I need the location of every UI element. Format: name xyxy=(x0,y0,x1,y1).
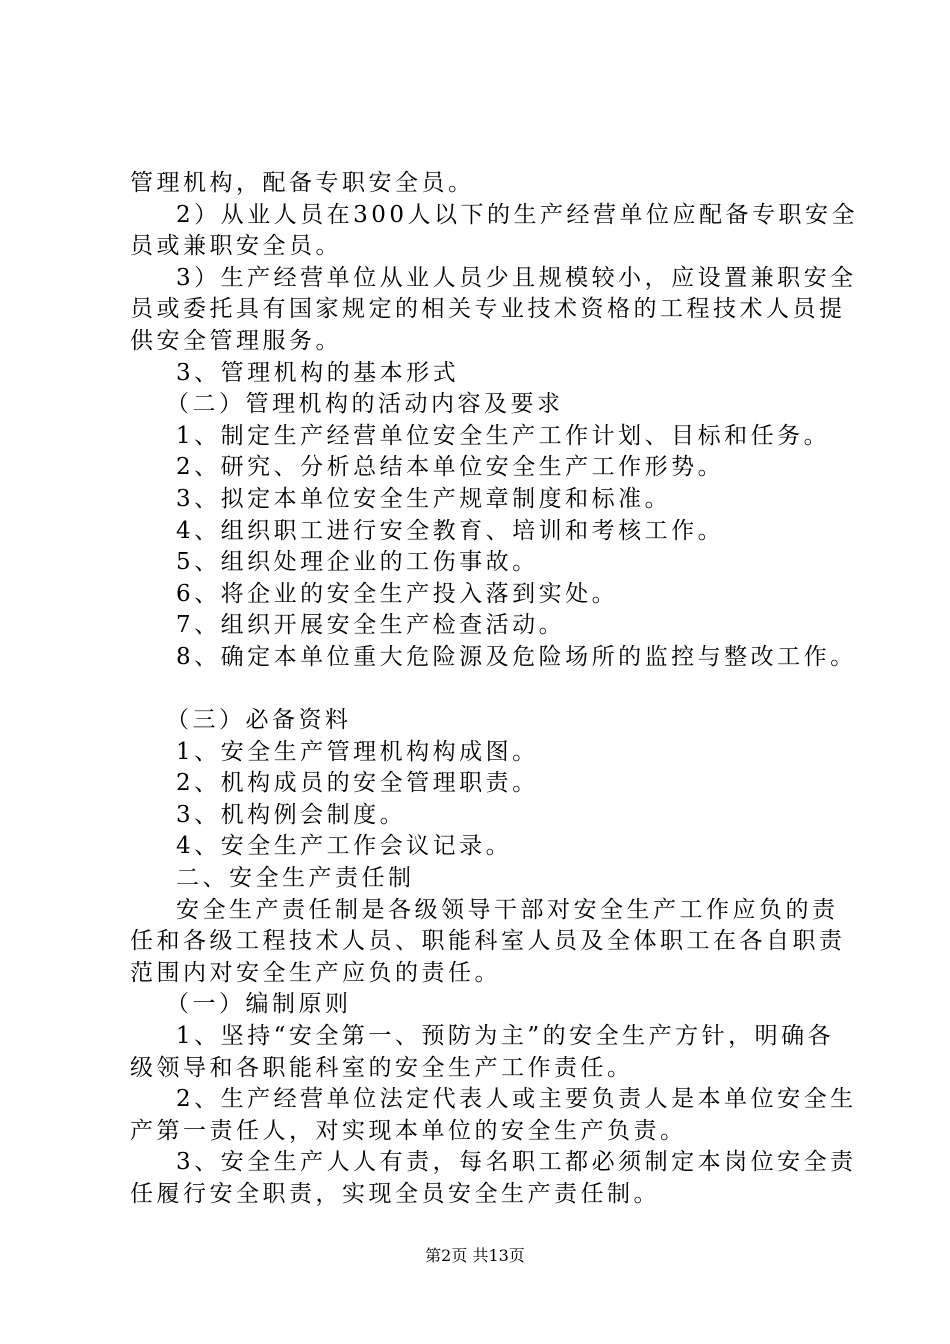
blank-line xyxy=(130,674,830,706)
text-line: 级领导和各职能科室的安全生产工作责任。 xyxy=(130,1054,634,1081)
text-line: 供安全管理服务。 xyxy=(130,327,342,354)
text-line: 2、生产经营单位法定代表人或主要负责人是本单位安全生 xyxy=(176,1086,857,1113)
page-number-footer: 第2页 共13页 xyxy=(425,1246,525,1265)
text-line: 任履行安全职责，实现全员安全生产责任制。 xyxy=(130,1181,660,1207)
list-item: 1、安全生产管理机构构成图。 xyxy=(176,738,539,765)
section-heading: （一）编制原则 xyxy=(166,991,352,1018)
list-item: 3、机构例会制度。 xyxy=(176,801,407,828)
list-item: 4、安全生产工作会议记录。 xyxy=(176,833,513,860)
list-item: 1、制定生产经营单位安全生产工作计划、目标和任务。 xyxy=(176,422,831,449)
section-heading: （二）管理机构的活动内容及要求 xyxy=(166,391,564,418)
list-item: 8、确定本单位重大危险源及危险场所的监控与整改工作。 xyxy=(176,643,857,670)
document-body xyxy=(130,168,859,1211)
text-line: 员或委托具有国家规定的相关专业技术资格的工程技术人员提 xyxy=(130,296,846,323)
text-line: 员或兼职安全员。 xyxy=(130,233,342,260)
text-line: 任和各级工程技术人员、职能科室人员及全体职工在各自职责 xyxy=(130,928,846,955)
text-line: 2）从业人员在300人以下的生产经营单位应配备专职安全 xyxy=(176,201,859,228)
text-line: 1、坚持“安全第一、预防为主”的安全生产方针，明确各 xyxy=(176,1023,835,1050)
text-line: 安全生产责任制是各级领导干部对安全生产工作应负的责 xyxy=(176,896,839,923)
list-item: 5、组织处理企业的工伤事故。 xyxy=(176,549,539,576)
list-item: 2、研究、分析总结本单位安全生产工作形势。 xyxy=(176,454,725,481)
list-item: 7、组织开展安全生产检查活动。 xyxy=(176,612,566,639)
list-item: 3、拟定本单位安全生产规章制度和标准。 xyxy=(176,485,672,512)
text-line: 3）生产经营单位从业人员少且规模较小，应设置兼职安全 xyxy=(176,264,857,291)
list-item: 2、机构成员的安全管理职责。 xyxy=(176,770,539,797)
section-heading: （三）必备资料 xyxy=(166,707,352,734)
list-item: 6、将企业的安全生产投入落到实处。 xyxy=(176,580,619,607)
text-line: 范围内对安全生产应负的责任。 xyxy=(130,959,501,986)
text-line: 3、安全生产人人有责，每名职工都必须制定本岗位安全责 xyxy=(176,1149,857,1176)
chapter-heading: 二、安全生产责任制 xyxy=(176,865,415,892)
text-line: 管理机构，配备专职安全员。 xyxy=(130,170,475,196)
heading-line: 3、管理机构的基本形式 xyxy=(176,359,460,386)
list-item: 4、组织职工进行安全教育、培训和考核工作。 xyxy=(176,517,725,544)
text-line: 产第一责任人，对实现本单位的安全生产负责。 xyxy=(130,1117,687,1144)
